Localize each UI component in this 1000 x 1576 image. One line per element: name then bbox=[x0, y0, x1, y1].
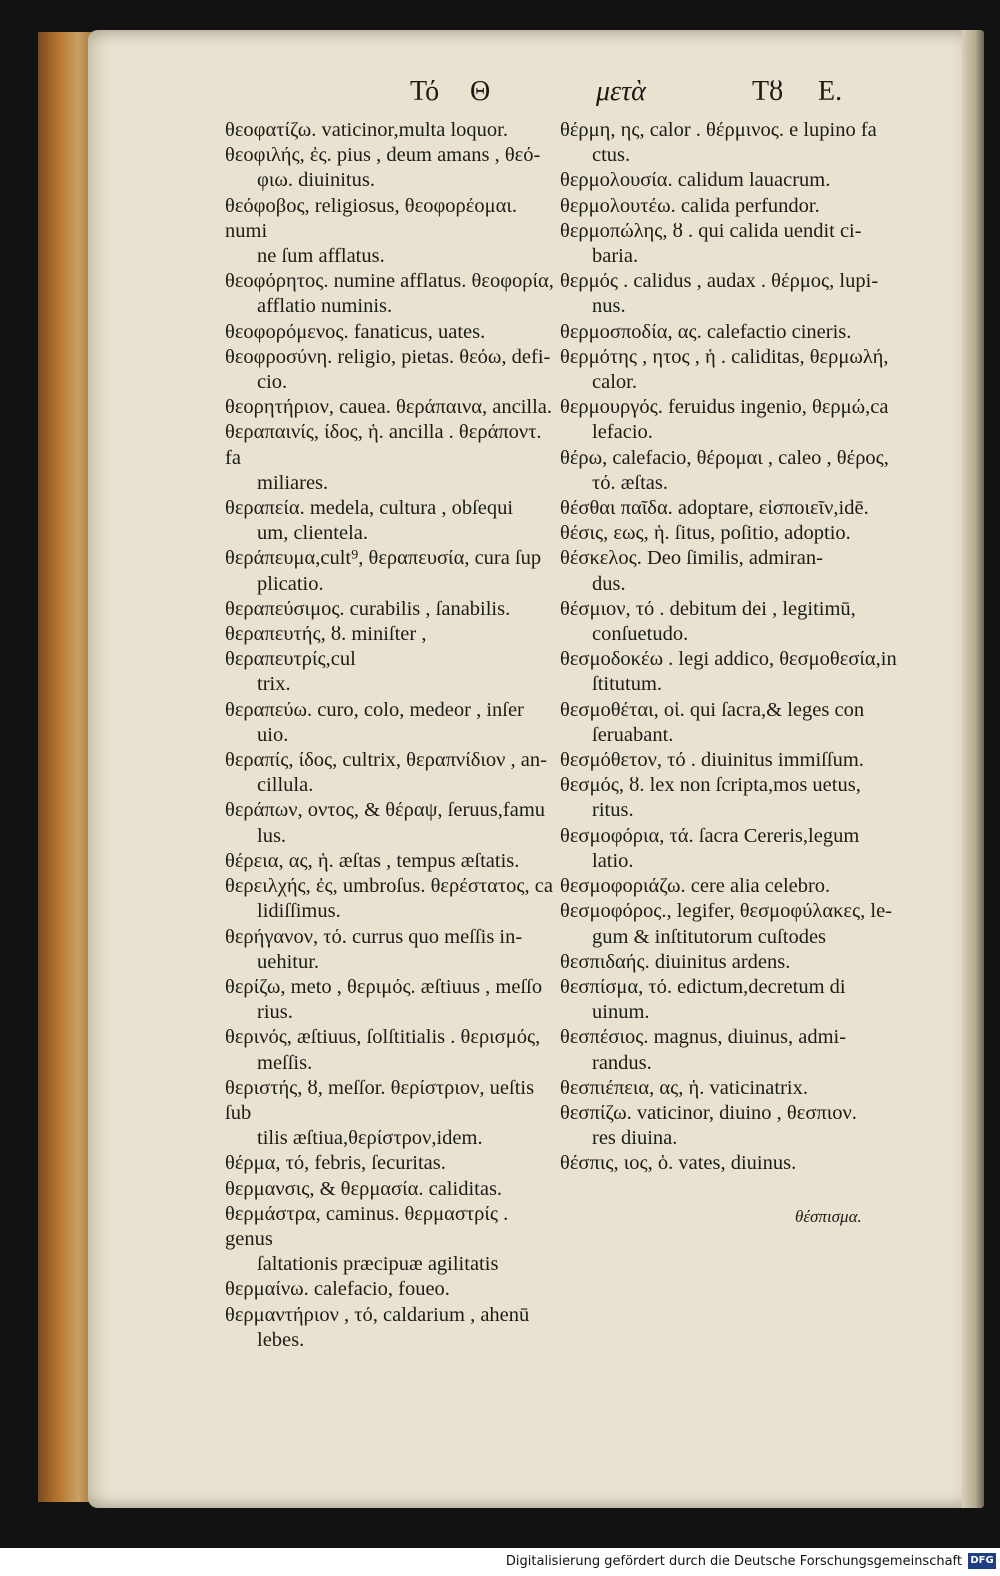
dictionary-entry bbox=[225, 546, 555, 596]
header-right: Τȣ bbox=[752, 76, 784, 107]
dictionary-entry bbox=[560, 269, 955, 319]
entry-line: θερμαντήριον , τό, caldarium , ahenū bbox=[225, 1303, 530, 1326]
left-column bbox=[225, 118, 555, 1353]
dictionary-entry bbox=[560, 975, 955, 1025]
dictionary-entry bbox=[560, 647, 955, 697]
dictionary-entry bbox=[560, 168, 955, 193]
dictionary-entry bbox=[225, 849, 555, 874]
dictionary-entry bbox=[225, 597, 555, 622]
entry-continuation: ritus. bbox=[592, 799, 634, 822]
dictionary-entry bbox=[560, 320, 955, 345]
entry-line: θεοφορόμενος. fanaticus, uates. bbox=[225, 320, 486, 343]
entry-line: θερμάστρα, caminus. θερμαστρίς . genus bbox=[225, 1202, 509, 1250]
right-column bbox=[560, 118, 955, 1177]
entry-line: θεραπεία. medela, cultura , obſequi bbox=[225, 497, 514, 520]
entry-continuation: uio. bbox=[257, 723, 289, 746]
entry-line: θέσπις, ιος, ὁ. vates, diuinus. bbox=[560, 1152, 797, 1175]
dictionary-entry bbox=[560, 446, 955, 496]
dictionary-entry bbox=[560, 597, 955, 647]
entry-line: θεοφιλής, ἐς. pius , deum amans , θεό- bbox=[225, 144, 541, 167]
entry-line: θεραπίς, ίδος, cultrix, θεραπνίδιον , an- bbox=[225, 749, 547, 772]
dictionary-entry bbox=[560, 874, 955, 899]
dictionary-entry bbox=[225, 1202, 555, 1278]
dictionary-entry bbox=[560, 824, 955, 874]
dictionary-entry bbox=[225, 874, 555, 924]
entry-continuation: rius. bbox=[257, 1001, 293, 1024]
entry-line: θερήγανον, τό. currus quo meſſis in- bbox=[225, 925, 523, 948]
entry-line: θερμανσις, & θερμασία. caliditas. bbox=[225, 1177, 503, 1200]
entry-continuation: lidiſſimus. bbox=[257, 900, 341, 923]
dictionary-entry bbox=[225, 345, 555, 395]
entry-line: θεόφοβος, religiosus, θεοφορέομαι. numi bbox=[225, 194, 517, 242]
entry-line: θεορητήριον, cauea. θεράπαινα, ancilla. bbox=[225, 396, 553, 419]
entry-continuation: baria. bbox=[592, 245, 639, 268]
entry-continuation: cio. bbox=[257, 371, 288, 394]
entry-line: θέσθαι παῖδα. adoptare, εἰσποιεῖν,idē. bbox=[560, 497, 869, 520]
entry-continuation: gum & inſtitutorum cuſtodes bbox=[592, 925, 827, 948]
dictionary-entry bbox=[560, 1076, 955, 1101]
dictionary-entry bbox=[225, 1076, 555, 1152]
entry-line: θεοφροσύνη. religio, pietas. θεόω, defi- bbox=[225, 345, 551, 368]
entry-line: θεραπεύω. curo, colo, medeor , inſer bbox=[225, 698, 524, 721]
dictionary-entry bbox=[225, 118, 555, 143]
entry-line: θεσμοδοκέω . legi addico, θεσμοθεσία,in bbox=[560, 648, 897, 671]
dictionary-entry bbox=[225, 395, 555, 420]
entry-line: θέρμα, τό, febris, ſecuritas. bbox=[225, 1152, 446, 1175]
dictionary-entry bbox=[225, 1303, 555, 1353]
entry-continuation: plicatio. bbox=[257, 572, 324, 595]
dictionary-entry bbox=[560, 395, 955, 445]
entry-continuation: ſtitutum. bbox=[592, 673, 663, 696]
entry-continuation: um, clientela. bbox=[257, 522, 368, 545]
dictionary-entry bbox=[225, 420, 555, 496]
dictionary-entry bbox=[225, 143, 555, 193]
dictionary-entry bbox=[225, 698, 555, 748]
entry-line: θεσμοφόρος., legifer, θεσμοφύλακες, le- bbox=[560, 900, 893, 923]
entry-continuation: randus. bbox=[592, 1051, 652, 1074]
header-middle: μετὰ bbox=[596, 76, 646, 107]
entry-line: θέρω, calefacio, θέρομαι , caleo , θέρος, bbox=[560, 446, 889, 469]
dictionary-entry bbox=[225, 194, 555, 270]
dictionary-entry bbox=[225, 1025, 555, 1075]
entry-continuation: ſaltationis præcipuæ agilitatis bbox=[257, 1253, 499, 1276]
entry-line: θεσπίζω. vaticinor, diuino , θεσπιον. bbox=[560, 1101, 857, 1124]
dictionary-entry bbox=[560, 1025, 955, 1075]
entry-continuation: conſuetudo. bbox=[592, 623, 689, 646]
dictionary-entry bbox=[225, 622, 555, 698]
entry-continuation: latio. bbox=[592, 849, 634, 872]
footer-bar bbox=[0, 1548, 1000, 1576]
entry-continuation: ne ſum afflatus. bbox=[257, 245, 385, 268]
dictionary-entry bbox=[560, 773, 955, 823]
page-gutter-shadow bbox=[962, 30, 984, 1508]
entry-line: θεσμοφόρια, τά. ſacra Cereris,legum bbox=[560, 824, 860, 847]
entry-continuation: uinum. bbox=[592, 1001, 650, 1024]
entry-continuation: miliares. bbox=[257, 471, 329, 494]
entry-line: θερμαίνω. calefacio, foueo. bbox=[225, 1278, 450, 1301]
dictionary-entry bbox=[560, 521, 955, 546]
dictionary-entry bbox=[560, 1151, 955, 1176]
dictionary-entry bbox=[225, 496, 555, 546]
dictionary-entry bbox=[225, 925, 555, 975]
entry-line: θεσμοθέται, οἱ. qui ſacra,& leges con bbox=[560, 698, 865, 721]
dictionary-entry bbox=[560, 950, 955, 975]
dictionary-entry bbox=[225, 748, 555, 798]
footer-credit: Digitalisierung gefördert durch die Deutsche Forschungsgemeinschaft bbox=[505, 1554, 962, 1569]
entry-line: θερίζω, meto , θεριμός. æſtiuus , meſſo bbox=[225, 975, 543, 998]
entry-line: θεοφόρητος. numine afflatus. θεοφορία, bbox=[225, 270, 554, 293]
dictionary-entry bbox=[560, 698, 955, 748]
entry-line: θερμός . calidus , audax . θέρμος, lupi- bbox=[560, 270, 879, 293]
dictionary-entry bbox=[225, 798, 555, 848]
dictionary-entry bbox=[560, 194, 955, 219]
entry-continuation: lefacio. bbox=[592, 421, 653, 444]
entry-continuation: tilis æſtiua,θερίστρον,idem. bbox=[257, 1127, 483, 1150]
entry-line: θέσις, εως, ἡ. ſitus, poſitio, adoptio. bbox=[560, 522, 851, 545]
entry-line: θεραπαινίς, ίδος, ἡ. ancilla . θεράποντ. fa bbox=[225, 421, 542, 469]
entry-line: θερμολουσία. calidum lauacrum. bbox=[560, 169, 831, 192]
entry-continuation: τό. æſtas. bbox=[592, 471, 669, 494]
entry-continuation: dus. bbox=[592, 572, 626, 595]
entry-line: θεσπέσιος. magnus, diuinus, admi- bbox=[560, 1026, 847, 1049]
entry-continuation: φιω. diuinitus. bbox=[257, 169, 375, 192]
dictionary-entry bbox=[225, 975, 555, 1025]
dictionary-entry bbox=[560, 748, 955, 773]
entry-continuation: trix. bbox=[257, 673, 291, 696]
entry-continuation: cillula. bbox=[257, 774, 314, 797]
entry-line: θεσπιδαής. diuinitus ardens. bbox=[560, 950, 791, 973]
entry-line: θερμουργός. feruidus ingenio, θερμώ,ca bbox=[560, 396, 889, 419]
dfg-logo: DFG bbox=[968, 1553, 996, 1569]
entry-line: θερμοπώλης, ȣ . qui calida uendit ci- bbox=[560, 219, 862, 242]
dictionary-entry bbox=[560, 1101, 955, 1151]
entry-line: θεοφατίζω. vaticinor,multa loquor. bbox=[225, 119, 508, 141]
entry-line: θεριστής, ȣ, meſſor. θερίστριον, ueſtis ſub bbox=[225, 1076, 535, 1124]
dictionary-entry bbox=[560, 899, 955, 949]
running-header bbox=[0, 76, 1000, 116]
entry-continuation: ſeruabant. bbox=[592, 723, 674, 746]
entry-continuation: uehitur. bbox=[257, 950, 320, 973]
entry-continuation: res diuina. bbox=[592, 1127, 678, 1150]
entry-line: θεσπιέπεια, ας, ἡ. vaticinatrix. bbox=[560, 1076, 808, 1099]
entry-line: θεσπίσμα, τό. edictum,decretum di bbox=[560, 975, 846, 998]
entry-line: θεσμοφοριάζω. cere alia celebro. bbox=[560, 875, 831, 898]
dictionary-entry bbox=[560, 496, 955, 521]
entry-continuation: calor. bbox=[592, 371, 637, 394]
entry-line: θέρεια, ας, ἡ. æſtas , tempus æſtatis. bbox=[225, 849, 520, 872]
entry-continuation: meſſis. bbox=[257, 1051, 313, 1074]
entry-line: θερμότης , ητος , ἡ . caliditas, θερμωλή, bbox=[560, 345, 889, 368]
entry-continuation: nus. bbox=[592, 295, 626, 318]
entry-line: θεράπων, οντος, & θέραψ, ſeruus,famu bbox=[225, 799, 546, 822]
entry-continuation: lus. bbox=[257, 824, 287, 847]
header-left: Τό bbox=[410, 76, 440, 107]
dictionary-entry bbox=[560, 345, 955, 395]
catchword: θέσπισμα. bbox=[795, 1207, 862, 1226]
entry-line: θερμολουτέω. calida perfundor. bbox=[560, 194, 820, 217]
dictionary-entry bbox=[225, 269, 555, 319]
entry-line: θερινός, æſtiuus, ſolſtitialis . θερισμός, bbox=[225, 1026, 541, 1049]
dictionary-entry bbox=[560, 546, 955, 596]
entry-line: θέσκελος. Deo ſimilis, admiran- bbox=[560, 547, 823, 570]
dictionary-entry bbox=[225, 1151, 555, 1176]
dictionary-entry bbox=[225, 1277, 555, 1302]
entry-continuation: ctus. bbox=[592, 144, 631, 167]
entry-line: θερμοσποδία, ας. calefactio cineris. bbox=[560, 320, 852, 343]
entry-line: θερειλχής, ἐς, umbroſus. θερέστατος, ca bbox=[225, 875, 553, 898]
entry-line: θεραπευτής, ȣ. miniſter , θεραπευτρίς,cul bbox=[225, 623, 427, 671]
dictionary-entry bbox=[225, 320, 555, 345]
entry-line: θέρμη, ης, calor . θέρμινος. e lupino fa bbox=[560, 119, 877, 141]
dictionary-entry bbox=[225, 1177, 555, 1202]
entry-continuation: lebes. bbox=[257, 1328, 305, 1351]
entry-line: θεράπευμα,cult⁹, θεραπευσία, cura ſup bbox=[225, 547, 542, 570]
entry-line: θεσμόθετον, τό . diuinitus immiſſum. bbox=[560, 749, 864, 772]
entry-line: θεσμός, ȣ. lex non ſcripta,mos uetus, bbox=[560, 774, 861, 797]
entry-line: θέσμιον, τό . debitum dei , legitimū, bbox=[560, 597, 856, 620]
header-theta: Θ bbox=[470, 76, 491, 107]
entry-continuation: afflatio numinis. bbox=[257, 295, 393, 318]
dictionary-entry bbox=[560, 118, 955, 168]
entry-line: θεραπεύσιμος. curabilis , ſanabilis. bbox=[225, 597, 511, 620]
dictionary-entry bbox=[560, 219, 955, 269]
header-letter: Ε. bbox=[818, 76, 843, 107]
